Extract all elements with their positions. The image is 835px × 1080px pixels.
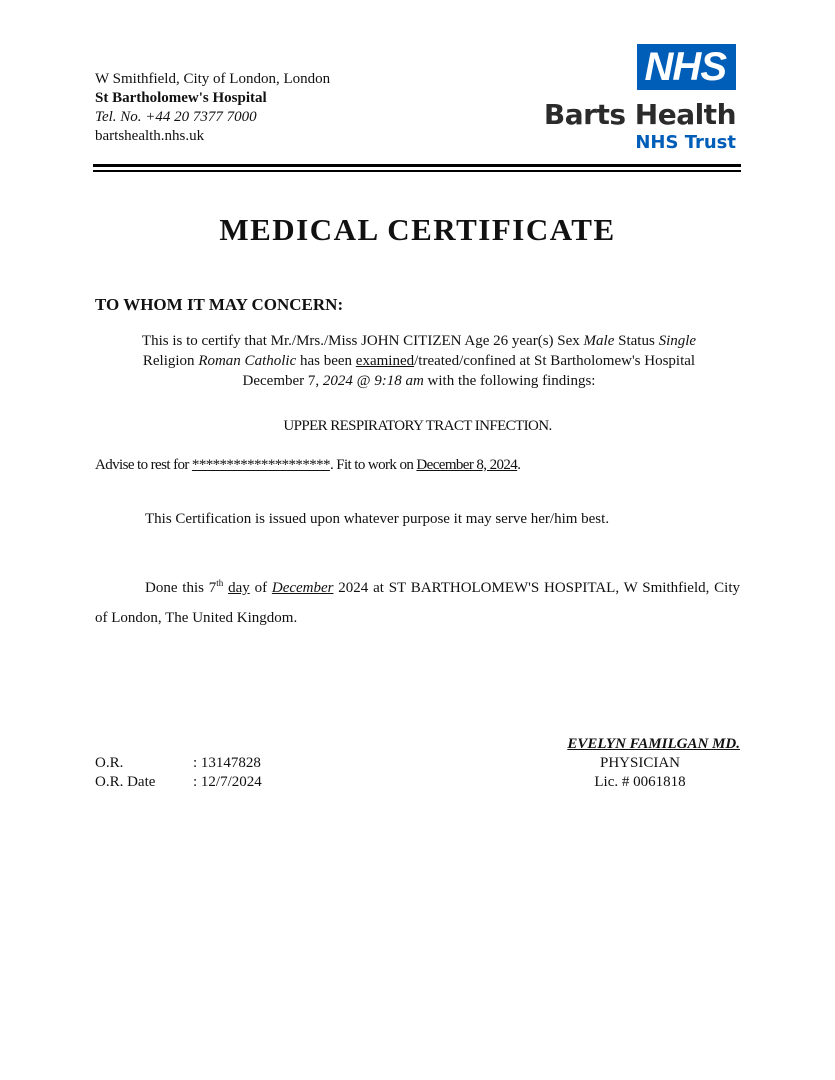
religion-label: Religion xyxy=(142,353,199,369)
physician-role: PHYSICIAN xyxy=(599,755,680,771)
header-rule-thin xyxy=(93,170,741,172)
or-date-label: O.R. Date xyxy=(95,774,156,790)
or-number: : 13147828 xyxy=(193,755,261,771)
advise-text: Advise to rest for xyxy=(95,457,192,473)
phone-number: Tel. No. +44 20 7377 7000 xyxy=(95,109,257,125)
issue-month: December xyxy=(271,580,334,596)
logo-sub-name: NHS Trust xyxy=(635,132,736,153)
examined-option: examined xyxy=(355,353,415,369)
sex-value: Male xyxy=(583,333,615,349)
done-text: of xyxy=(249,580,272,596)
done-text: Done this 7 xyxy=(145,580,217,596)
exam-date: December 7, xyxy=(242,373,323,389)
advise-line xyxy=(95,457,520,474)
issuance-paragraph xyxy=(95,568,740,633)
purpose-statement: This Certification is issued upon whatever purpose it may serve her/him best. xyxy=(145,511,610,527)
physician-name: EVELYN FAMILGAN MD. xyxy=(567,736,740,752)
address-line: W Smithfield, City of London, London xyxy=(95,71,331,87)
official-receipt-block xyxy=(95,754,262,792)
nhs-badge-icon: NHS xyxy=(637,44,736,90)
salutation: TO WHOM IT MAY CONCERN: xyxy=(95,295,344,314)
or-date: : 12/7/2024 xyxy=(193,774,262,790)
certify-text: /treated/confined at St Bartholomew's Hospital xyxy=(414,353,696,369)
day-word: day xyxy=(228,580,250,596)
ordinal-suffix: th xyxy=(216,578,224,588)
certify-text: with the following findings: xyxy=(423,373,596,389)
logo-org-name: Barts Health xyxy=(543,98,736,131)
exam-datetime: 2024 @ 9:18 am xyxy=(322,373,424,389)
religion-value: Roman Catholic xyxy=(198,353,297,369)
license-number: Lic. # 0061818 xyxy=(594,774,686,790)
rest-period: ******************** xyxy=(191,457,330,473)
advise-text: . Fit to work on xyxy=(329,457,417,473)
website: bartshealth.nhs.uk xyxy=(95,128,205,144)
certify-text: has been xyxy=(296,353,356,369)
status-value: Single xyxy=(658,333,697,349)
or-number-label: O.R. xyxy=(95,755,124,771)
hospital-address-block xyxy=(95,70,330,146)
advise-text: . xyxy=(517,457,521,473)
certification-paragraph xyxy=(95,331,743,391)
header-rule-thick xyxy=(93,164,741,167)
done-text: 2024 at ST BARTHOLOMEW'S HOSPITAL, W Smithfield, City of London, The United Kingdom. xyxy=(95,580,740,626)
signatory-block xyxy=(540,735,740,792)
certify-text: This is to certify that Mr./Mrs./Miss JOHN CITIZEN Age 26 year(s) Sex xyxy=(141,333,584,349)
fit-to-work-date: December 8, 2024 xyxy=(416,457,518,473)
nhs-logo xyxy=(536,44,736,154)
document-title: MEDICAL CERTIFICATE xyxy=(219,212,616,247)
diagnosis-finding: UPPER RESPIRATORY TRACT INFECTION. xyxy=(283,418,552,434)
hospital-name: St Bartholomew's Hospital xyxy=(95,90,267,106)
status-label: Status xyxy=(614,333,659,349)
